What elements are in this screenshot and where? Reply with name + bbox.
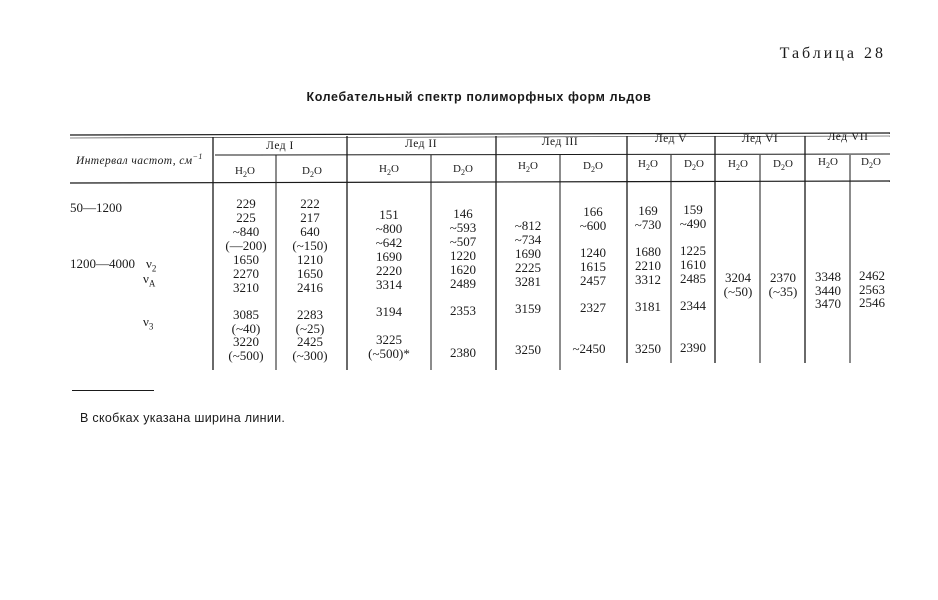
cell-ice7-d2o: 2563 [859, 282, 885, 297]
col-header-ice6-h2o: $H_2O$ [728, 158, 748, 173]
col-header-ice3-d2o: $D_2O$ [583, 160, 603, 175]
cell-ice2-d2o: ~593 [449, 220, 477, 235]
cell-ice3-d2o: 166 [583, 204, 603, 219]
cell-ice2-h2o: 1690 [376, 249, 402, 264]
cell-ice6-h2o: (~50) [723, 284, 753, 299]
cell-ice7-h2o: 3440 [815, 283, 841, 298]
cell-ice2-d2o: 1620 [450, 262, 476, 277]
interval-header: Интервал частот, $см^{-1}$ [76, 152, 203, 167]
group-header-ice-7: Лед VII [827, 131, 869, 143]
cell-ice1-d2o: (~25) [295, 321, 325, 336]
cell-ice1-h2o: 225 [236, 210, 256, 225]
cell-ice3-h2o: ~812 [514, 218, 542, 233]
cell-ice1-d2o: 1210 [297, 252, 323, 267]
cell-ice2-h2o: ~800 [375, 221, 403, 236]
col-header-ice7-d2o: $D_2O$ [861, 156, 881, 171]
cell-ice5-d2o: 2390 [680, 340, 706, 355]
cell-ice3-h2o: 3250 [515, 342, 541, 357]
col-header-ice2-d2o: $D_2O$ [453, 163, 473, 178]
cell-ice1-h2o: 3085 [233, 307, 259, 322]
cell-ice3-h2o: 2225 [515, 260, 541, 275]
cell-ice1-d2o: (~300) [292, 348, 328, 363]
col-header-ice6-d2o: $D_2O$ [773, 158, 793, 173]
table-caption: Колебательный спектр полиморфных форм льдов [306, 90, 652, 104]
cell-ice3-d2o: 2457 [580, 273, 606, 288]
cell-ice1-d2o: 2283 [297, 307, 323, 322]
cell-ice3-h2o: 3281 [515, 274, 541, 289]
cell-ice1-d2o: (~150) [292, 238, 328, 253]
cell-ice5-d2o: 1610 [680, 257, 706, 272]
row-label-range-high: 1200—4000 [70, 256, 135, 271]
footnote-rule [72, 390, 154, 391]
cell-ice5-d2o: 2344 [680, 298, 706, 313]
cell-ice2-d2o: 2489 [450, 276, 476, 291]
cell-ice5-d2o: 159 [683, 202, 703, 217]
cell-ice7-h2o: 3470 [815, 296, 841, 311]
cell-ice2-h2o: ~642 [375, 235, 403, 250]
cell-ice1-h2o: 1650 [233, 252, 259, 267]
cell-ice3-d2o: 1240 [580, 245, 606, 260]
cell-ice1-d2o: 222 [300, 196, 320, 211]
cell-ice2-h2o: (~500)* [368, 346, 410, 361]
cell-ice7-d2o: 2462 [859, 268, 885, 283]
cell-ice5-h2o: 1680 [635, 244, 661, 259]
row-label-range-low: 50—1200 [70, 200, 122, 215]
cell-ice5-d2o: 2485 [680, 271, 706, 286]
cell-ice5-d2o: 1225 [680, 243, 706, 258]
cell-ice1-d2o: 2416 [297, 280, 323, 295]
cell-ice3-d2o: 2327 [580, 300, 606, 315]
cell-ice1-d2o: 1650 [297, 266, 323, 281]
cell-ice1-h2o: 3210 [233, 280, 259, 295]
footnote: В скобках указана ширина линии. [80, 411, 286, 425]
cell-ice1-d2o: 640 [300, 224, 320, 239]
group-header-ice-1: Лед I [266, 140, 294, 152]
cell-ice3-h2o: 1690 [515, 246, 541, 261]
cell-ice3-h2o: ~734 [514, 232, 542, 247]
cell-ice1-h2o: 229 [236, 196, 256, 211]
cell-ice7-h2o: 3348 [815, 269, 841, 284]
col-header-ice5-d2o: $D_2O$ [684, 158, 704, 173]
cell-ice2-h2o: 3314 [376, 277, 402, 292]
cell-ice6-h2o: 3204 [725, 270, 751, 285]
cell-ice2-d2o: 146 [453, 206, 473, 221]
cell-ice5-h2o: 2210 [635, 258, 661, 273]
cell-ice2-h2o: 3194 [376, 304, 402, 319]
cell-ice2-d2o: 2380 [450, 345, 476, 360]
cell-ice5-d2o: ~490 [679, 216, 707, 231]
cell-ice3-d2o: ~2450 [572, 341, 606, 356]
row-label-nu2: $\nu_2$ [146, 256, 157, 274]
cell-ice1-h2o: ~840 [232, 224, 260, 239]
cell-ice1-h2o: (~500) [228, 348, 264, 363]
group-header-ice-5: Лед V [654, 133, 688, 145]
cell-ice1-h2o: (~40) [231, 321, 261, 336]
col-header-ice1-h2o: $H_2O$ [235, 165, 255, 180]
col-header-ice7-h2o: $H_2O$ [818, 156, 838, 171]
group-header-ice-2: Лед II [404, 138, 438, 150]
cell-ice5-h2o: 3312 [635, 272, 661, 287]
cell-ice6-d2o: 2370 [770, 270, 796, 285]
cell-ice6-d2o: (~35) [768, 284, 798, 299]
cell-ice5-h2o: 3181 [635, 299, 661, 314]
cell-ice3-d2o: 1615 [580, 259, 606, 274]
row-label-nuA: $\nu_A$ [143, 271, 156, 289]
group-header-ice-3: Лед III [541, 136, 579, 148]
cell-ice2-h2o: 2220 [376, 263, 402, 278]
cell-ice1-h2o: 3220 [233, 334, 259, 349]
cell-ice1-d2o: 217 [300, 210, 320, 225]
cell-ice3-d2o: ~600 [579, 218, 607, 233]
cell-ice5-h2o: 3250 [635, 341, 661, 356]
cell-ice2-h2o: 151 [379, 207, 399, 222]
col-header-ice2-h2o: $H_2O$ [379, 163, 399, 178]
cell-ice2-d2o: 1220 [450, 248, 476, 263]
table-number: Таблица 28 [779, 45, 886, 62]
cell-ice7-d2o: 2546 [859, 295, 885, 310]
cell-ice5-h2o: 169 [638, 203, 658, 218]
cell-ice2-d2o: 2353 [450, 303, 476, 318]
cell-ice2-h2o: 3225 [376, 332, 402, 347]
col-header-ice1-d2o: $D_2O$ [302, 165, 322, 180]
group-header-ice-6: Лед VI [741, 133, 779, 145]
cell-ice3-h2o: 3159 [515, 301, 541, 316]
row-label-nu3: $\nu_3$ [143, 314, 154, 332]
col-header-ice5-h2o: $H_2O$ [638, 158, 658, 173]
col-header-ice3-h2o: $H_2O$ [518, 160, 538, 175]
cell-ice2-d2o: ~507 [449, 234, 477, 249]
cell-ice1-d2o: 2425 [297, 334, 323, 349]
cell-ice1-h2o: 2270 [233, 266, 259, 281]
cell-ice5-h2o: ~730 [634, 217, 662, 232]
cell-ice1-h2o: (—200) [225, 238, 267, 253]
